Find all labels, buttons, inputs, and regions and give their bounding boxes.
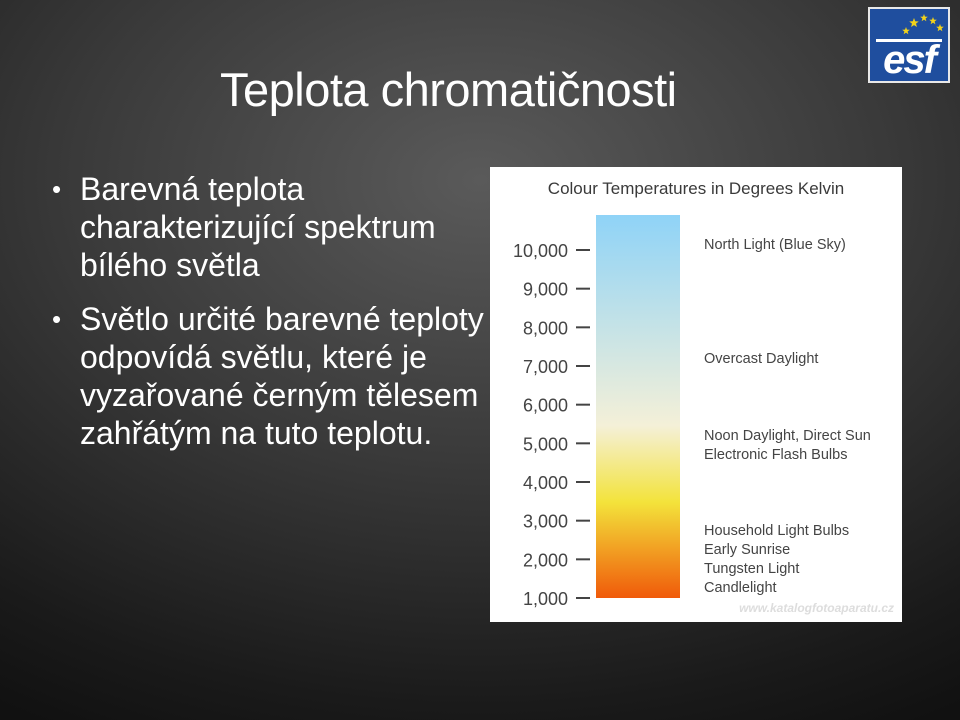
y-tick-label: 3,000 [522, 511, 568, 532]
annotation-label: Electronic Flash Bulbs [704, 447, 848, 463]
slide-title: Teplota chromatičnosti [220, 63, 677, 116]
annotation-label: Early Sunrise [704, 542, 791, 558]
annotation-label: Overcast Daylight [704, 351, 819, 367]
bullet-item: • Barevná teplota charakterizující spektrum bílého světla [52, 170, 492, 284]
annotation-label: Candlelight [704, 580, 777, 596]
y-tick-label: 9,000 [522, 279, 568, 300]
chart-title: Colour Temperatures in Degrees Kelvin [547, 179, 845, 198]
y-tick-label: 10,000 [512, 241, 568, 261]
colour-temperature-chart [490, 167, 902, 622]
y-tick-label: 6,000 [522, 395, 568, 416]
annotation-label: Noon Daylight, Direct Sun [704, 428, 871, 444]
watermark-text: www.katalogfotoaparatu.cz [739, 601, 894, 615]
y-tick-label: 1,000 [522, 589, 568, 609]
logo-text: esf [883, 38, 935, 81]
chart-svg [490, 167, 902, 622]
esf-logo-graphic [870, 9, 948, 81]
chart-reflection [490, 622, 902, 720]
bullet-item: • Světlo určité barevné teploty odpovídá světlu, které je vyzařované černým tělesem zahřátým na tuto teplotu. [52, 300, 492, 452]
y-tick-label: 8,000 [522, 318, 568, 339]
annotation-label: North Light (Blue Sky) [704, 237, 846, 253]
y-tick-label: 7,000 [522, 357, 568, 377]
y-tick-label: 2,000 [522, 550, 568, 571]
esf-logo [868, 7, 950, 83]
annotation-label: Tungsten Light [704, 561, 800, 577]
bullet-list [52, 170, 492, 468]
annotation-label: Household Light Bulbs [704, 523, 850, 539]
y-tick-label: 4,000 [522, 473, 568, 493]
y-tick-label: 5,000 [522, 434, 568, 455]
temperature-bar [596, 215, 680, 598]
